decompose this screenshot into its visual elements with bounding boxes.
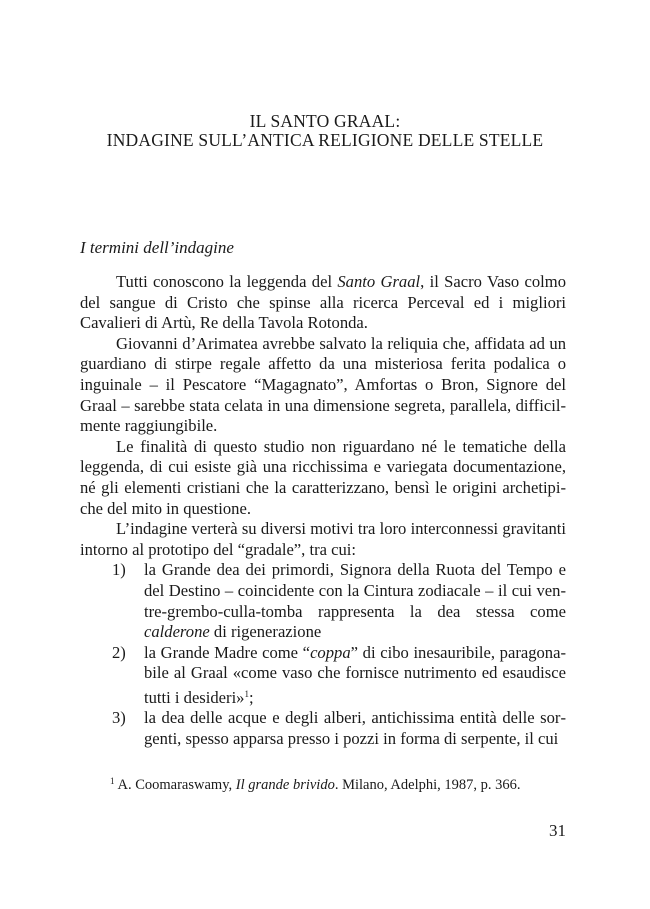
footnote-mark: 1 xyxy=(110,776,115,786)
list-item-text-end: ” di cibo inesauribile, paragonabile al Graal «come vaso che fornisce nutrimento ed esaudisce tutti i desideri» xyxy=(144,642,566,707)
list-item-italic: coppa xyxy=(310,642,351,662)
title-line-2: INDAGINE SULL’ANTICA RELIGIONE DELLE STELLE xyxy=(106,130,544,150)
list-item xyxy=(80,708,566,749)
list-item-text-end: di rigenerazione xyxy=(209,622,322,642)
footnote-reference: 1 xyxy=(244,688,249,699)
footnote-italic: Il grande brivido xyxy=(235,777,335,793)
paragraph-1 xyxy=(80,272,566,334)
list-item-text: la Grande dea dei primordi, Signora della Ruota del Tempo e del Destino – coincidente con la Cintura zodiacale – il cui ventre-grembo-culla-tomba rappresenta la dea stessa come xyxy=(144,560,566,621)
list-item-italic: calderone xyxy=(144,622,210,642)
footnote-text-end: . Milano, Adelphi, 1987, p. 366. xyxy=(334,777,521,793)
list-item-number: 1) xyxy=(112,560,126,580)
paragraph-1-italic: Santo Graal xyxy=(337,272,421,291)
paragraph-2: Giovanni d’Arimatea avrebbe salvato la reliquia che, affidata ad un guardiano di stirpe regale affetto da una misteriosa ferita podalica o inguinale – il Pescatore “Magagnato”, Amfortas o Bron, Signore del Graal – sarebbe stata celata in una dimensione segreta, parallela, difficilmente raggiungibile. xyxy=(80,333,566,436)
title-line-1: IL SANTO GRAAL: xyxy=(249,111,401,131)
list-item xyxy=(80,560,566,642)
paragraph-1-text-end: , il Sacro Vaso colmo del sangue di Cristo che spinse alla ricerca Perceval ed i migliori Cavalieri di Artù, Re della Tavola Rotonda. xyxy=(80,272,566,333)
footnote-text: A. Coomaraswamy, xyxy=(117,777,236,793)
paragraph-3: Le finalità di questo studio non riguardano né le tematiche della leggenda, di cui esiste già una ricchissima e variegata documentazione, né gli elementi cristiani che la caratterizzano, bensì le origini archetipiche del mito in questione. xyxy=(80,436,566,518)
list-item-punctuation: ; xyxy=(248,687,254,707)
section-heading: I termini dell’indagine xyxy=(80,238,234,257)
footnote xyxy=(110,776,521,794)
page-number: 31 xyxy=(549,821,566,840)
list-item-number: 3) xyxy=(112,708,126,728)
list-item-number: 2) xyxy=(112,642,126,662)
body-text xyxy=(80,272,566,750)
list-item-text: la dea delle acque e degli alberi, antichissima entità delle sorgenti, spesso apparsa presso i pozzi in forma di serpente, il cui xyxy=(144,708,566,749)
numbered-list xyxy=(80,560,566,749)
list-item-text: la Grande Madre come “ xyxy=(144,642,311,662)
paragraph-1-text: Tutti conoscono la leggenda del xyxy=(116,272,338,291)
list-item xyxy=(80,643,566,709)
paragraph-4: L’indagine verterà su diversi motivi tra loro interconnessi gravitanti intorno al prototipo del “gradale”, tra cui: xyxy=(80,519,566,559)
